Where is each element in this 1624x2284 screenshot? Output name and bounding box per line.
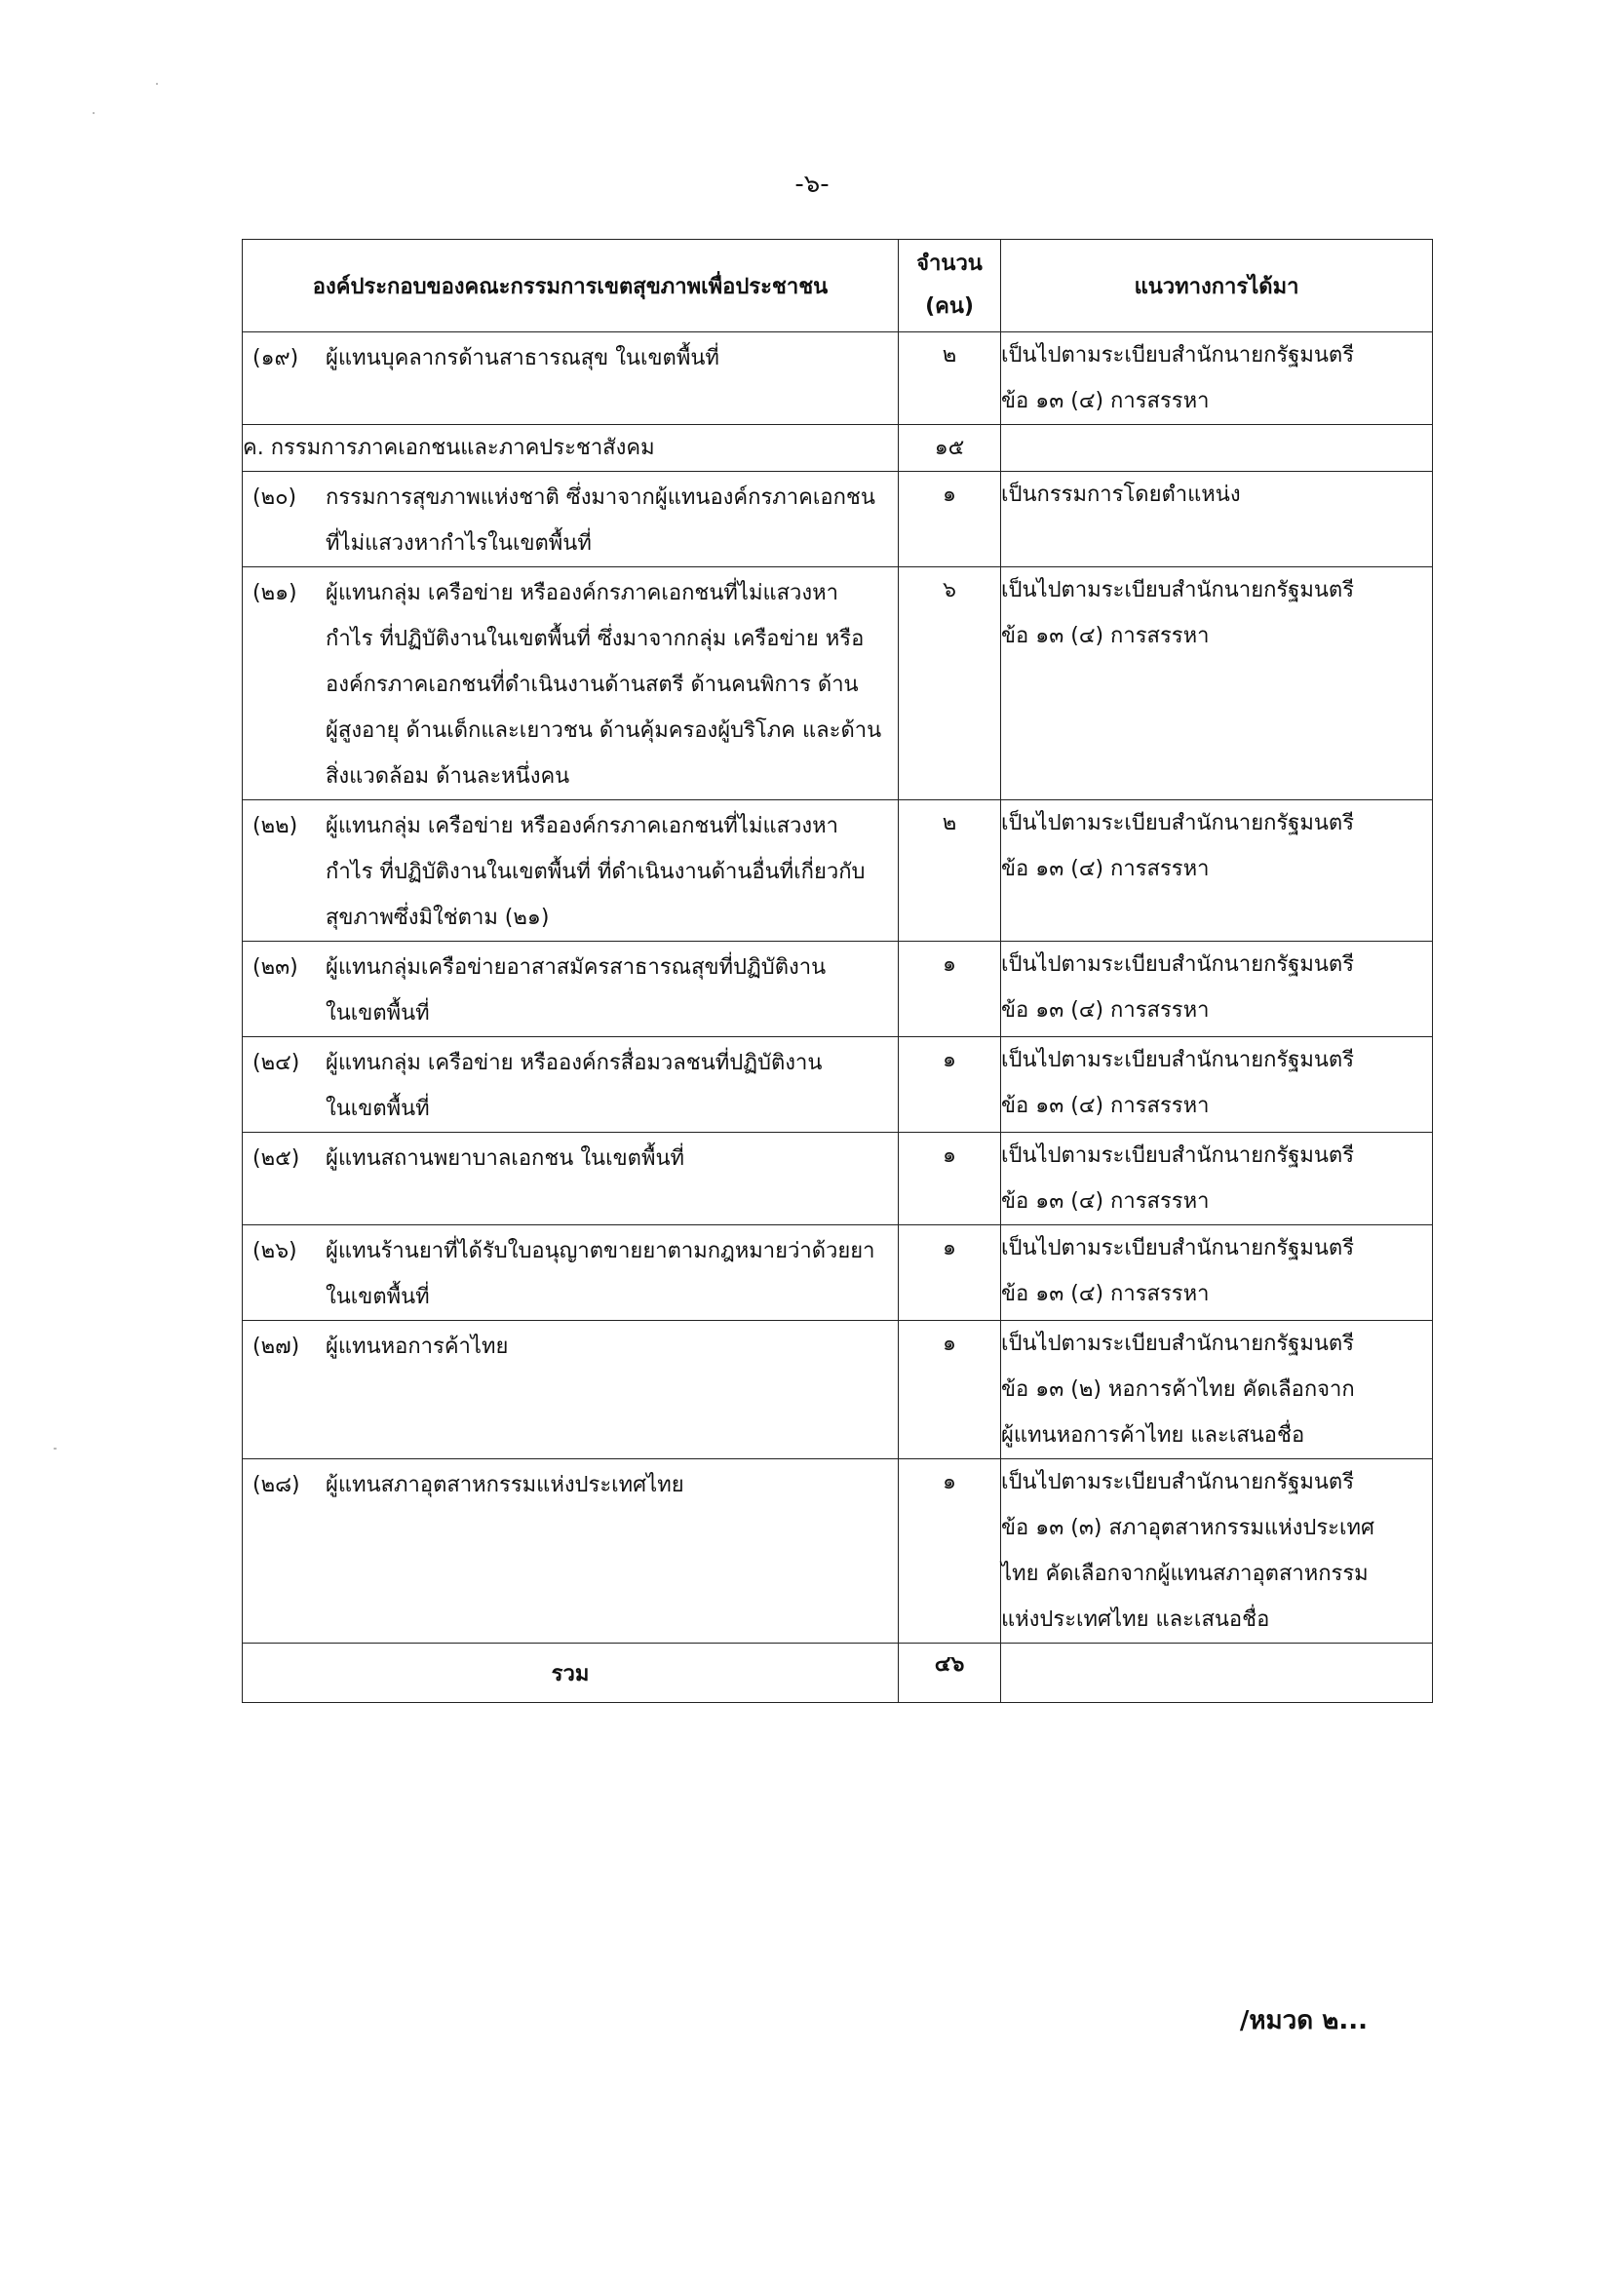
row-number: (๑๙) (252, 346, 299, 370)
row-number: (๒๓) (252, 955, 298, 980)
method-line: เป็นกรรมการโดยตำแหน่ง (1001, 483, 1241, 507)
row-count: ๑ (899, 1133, 1001, 1225)
row-count: ๑๕ (899, 425, 1001, 472)
header-method: แนวทางการได้มา (1001, 240, 1433, 332)
description-line: ในเขตพื้นที่ (326, 1001, 430, 1026)
table-row (243, 1321, 1433, 1459)
total-row (243, 1644, 1433, 1703)
row-method (1001, 1037, 1433, 1133)
row-description (326, 945, 892, 1036)
row-composition (243, 472, 899, 567)
header-count (899, 240, 1001, 332)
method-line: ผู้แทนหอการค้าไทย และเสนอชื่อ (1001, 1423, 1305, 1448)
method-line: ข้อ ๑๓ (๔) การสรรหา (1001, 1282, 1210, 1306)
row-number: (๒๗) (252, 1335, 300, 1359)
row-method (1001, 1321, 1433, 1459)
row-count: ๒ (899, 800, 1001, 942)
table-row (243, 425, 1433, 472)
method-line: เป็นไปตามระเบียบสำนักนายกรัฐมนตรี (1001, 343, 1355, 368)
row-description (326, 1136, 892, 1181)
description-line: ผู้แทนกลุ่ม เครือข่าย หรือองค์กรสื่อมวลชนที่ปฏิบัติงาน (326, 1051, 823, 1075)
method-line: ข้อ ๑๓ (๔) การสรรหา (1001, 624, 1210, 648)
description-line: ผู้แทนกลุ่มเครือข่ายอาสาสมัครสาธารณสุขที่ปฏิบัติงาน (326, 955, 827, 980)
row-description (326, 475, 892, 566)
row-method (1001, 1133, 1433, 1225)
row-description (326, 803, 892, 941)
row-composition (243, 1037, 899, 1133)
row-method (1001, 472, 1433, 567)
row-composition (243, 332, 899, 425)
description-line: ผู้แทนหอการค้าไทย (326, 1335, 509, 1359)
description-line: ในเขตพื้นที่ (326, 1097, 430, 1121)
row-method-empty (1001, 425, 1433, 472)
scan-mark (156, 83, 158, 85)
table-row (243, 800, 1433, 942)
row-composition (243, 567, 899, 800)
method-line: เป็นไปตามระเบียบสำนักนายกรัฐมนตรี (1001, 811, 1355, 835)
description-line: สิ่งแวดล้อม ด้านละหนึ่งคน (326, 764, 570, 789)
table-header-row (243, 240, 1433, 332)
description-line: ผู้แทนสถานพยาบาลเอกชน ในเขตพื้นที่ (326, 1146, 684, 1171)
row-count: ๖ (899, 567, 1001, 800)
table-row (243, 567, 1433, 800)
row-count: ๑ (899, 1321, 1001, 1459)
table-body (243, 332, 1433, 1644)
description-line: ผู้แทนกลุ่ม เครือข่าย หรือองค์กรภาคเอกชนที่ไม่แสวงหา (326, 581, 839, 605)
total-count: ๔๖ (899, 1644, 1001, 1703)
row-method (1001, 1459, 1433, 1644)
table-row (243, 942, 1433, 1037)
row-composition (243, 1459, 899, 1644)
row-description (326, 1228, 892, 1320)
row-method (1001, 800, 1433, 942)
description-line: องค์กรภาคเอกชนที่ดำเนินงานด้านสตรี ด้านคนพิการ ด้าน (326, 673, 859, 697)
section-label: ค. กรรมการภาคเอกชนและภาคประชาสังคม (243, 425, 899, 472)
row-number: (๒๖) (252, 1239, 297, 1263)
row-number: (๒๒) (252, 814, 298, 838)
row-count: ๑ (899, 1037, 1001, 1133)
description-line: กำไร ที่ปฏิบัติงานในเขตพื้นที่ ซึ่งมาจากกลุ่ม เครือข่าย หรือ (326, 627, 865, 651)
description-line: ผู้แทนกลุ่ม เครือข่าย หรือองค์กรภาคเอกชนที่ไม่แสวงหา (326, 814, 839, 838)
row-count: ๑ (899, 1459, 1001, 1644)
method-line: เป็นไปตามระเบียบสำนักนายกรัฐมนตรี (1001, 578, 1355, 602)
row-count: ๒ (899, 332, 1001, 425)
row-description (326, 1462, 892, 1508)
method-line: เป็นไปตามระเบียบสำนักนายกรัฐมนตรี (1001, 1470, 1355, 1494)
method-line: ข้อ ๑๓ (๓) สภาอุตสาหกรรมแห่งประเทศ (1001, 1516, 1374, 1540)
row-composition (243, 942, 899, 1037)
row-count: ๑ (899, 1225, 1001, 1321)
table-row (243, 1037, 1433, 1133)
header-count-line2: (คน) (925, 294, 974, 319)
method-line: เป็นไปตามระเบียบสำนักนายกรัฐมนตรี (1001, 1048, 1355, 1072)
method-line: ข้อ ๑๓ (๔) การสรรหา (1001, 857, 1210, 881)
header-count-line1: จำนวน (916, 252, 983, 276)
committee-composition-table (242, 239, 1433, 1703)
description-line: สุขภาพซึ่งมิใช่ตาม (๒๑) (326, 906, 550, 930)
method-line: เป็นไปตามระเบียบสำนักนายกรัฐมนตรี (1001, 1143, 1355, 1168)
method-line: ข้อ ๑๓ (๔) การสรรหา (1001, 998, 1210, 1023)
description-line: ที่ไม่แสวงหากำไรในเขตพื้นที่ (326, 531, 592, 556)
row-count: ๑ (899, 942, 1001, 1037)
method-line: ข้อ ๑๓ (๔) การสรรหา (1001, 1094, 1210, 1118)
method-line: เป็นไปตามระเบียบสำนักนายกรัฐมนตรี (1001, 1332, 1355, 1356)
method-line: แห่งประเทศไทย และเสนอชื่อ (1001, 1607, 1270, 1632)
total-label: รวม (243, 1644, 899, 1703)
row-description (326, 570, 892, 799)
method-line: ข้อ ๑๓ (๒) หอการค้าไทย คัดเลือกจาก (1001, 1377, 1355, 1402)
description-line: ผู้สูงอายุ ด้านเด็กและเยาวชน ด้านคุ้มครองผู้บริโภค และด้าน (326, 718, 882, 743)
row-composition (243, 1321, 899, 1459)
row-description (326, 1324, 892, 1370)
table-row (243, 1133, 1433, 1225)
page-number: -๖- (794, 170, 830, 199)
row-count: ๑ (899, 472, 1001, 567)
scan-mark (54, 1448, 57, 1450)
row-description (326, 1040, 892, 1132)
description-line: ในเขตพื้นที่ (326, 1285, 430, 1309)
description-line: กรรมการสุขภาพแห่งชาติ ซึ่งมาจากผู้แทนองค์กรภาคเอกชน (326, 485, 875, 510)
method-line: เป็นไปตามระเบียบสำนักนายกรัฐมนตรี (1001, 952, 1355, 977)
row-method (1001, 567, 1433, 800)
description-line: ผู้แทนบุคลากรด้านสาธารณสุข ในเขตพื้นที่ (326, 346, 719, 370)
row-method (1001, 332, 1433, 425)
method-line: ข้อ ๑๓ (๔) การสรรหา (1001, 389, 1210, 413)
row-composition (243, 800, 899, 942)
row-method (1001, 942, 1433, 1037)
row-number: (๒๔) (252, 1051, 300, 1075)
continuation-note: /หมวด ๒... (1239, 2006, 1368, 2035)
row-composition (243, 1225, 899, 1321)
total-method-empty (1001, 1644, 1433, 1703)
row-method (1001, 1225, 1433, 1321)
row-number: (๒๐) (252, 485, 297, 510)
row-number: (๒๑) (252, 581, 297, 605)
description-line: กำไร ที่ปฏิบัติงานในเขตพื้นที่ ที่ดำเนินงานด้านอื่นที่เกี่ยวกับ (326, 860, 866, 884)
table-row (243, 332, 1433, 425)
row-composition (243, 1133, 899, 1225)
row-number: (๒๘) (252, 1473, 300, 1497)
description-line: ผู้แทนสภาอุตสาหกรรมแห่งประเทศไทย (326, 1473, 684, 1497)
scan-mark (93, 112, 95, 114)
method-line: เป็นไปตามระเบียบสำนักนายกรัฐมนตรี (1001, 1236, 1355, 1260)
row-description (326, 335, 892, 381)
description-line: ผู้แทนร้านยาที่ได้รับใบอนุญาตขายยาตามกฎหมายว่าด้วยยา (326, 1239, 875, 1263)
table-row (243, 1459, 1433, 1644)
method-line: ข้อ ๑๓ (๔) การสรรหา (1001, 1189, 1210, 1214)
method-line: ไทย คัดเลือกจากผู้แทนสภาอุตสาหกรรม (1001, 1562, 1369, 1586)
table-row (243, 1225, 1433, 1321)
table-row (243, 472, 1433, 567)
row-number: (๒๕) (252, 1146, 300, 1171)
header-composition: องค์ประกอบของคณะกรรมการเขตสุขภาพเพื่อประชาชน (243, 240, 899, 332)
